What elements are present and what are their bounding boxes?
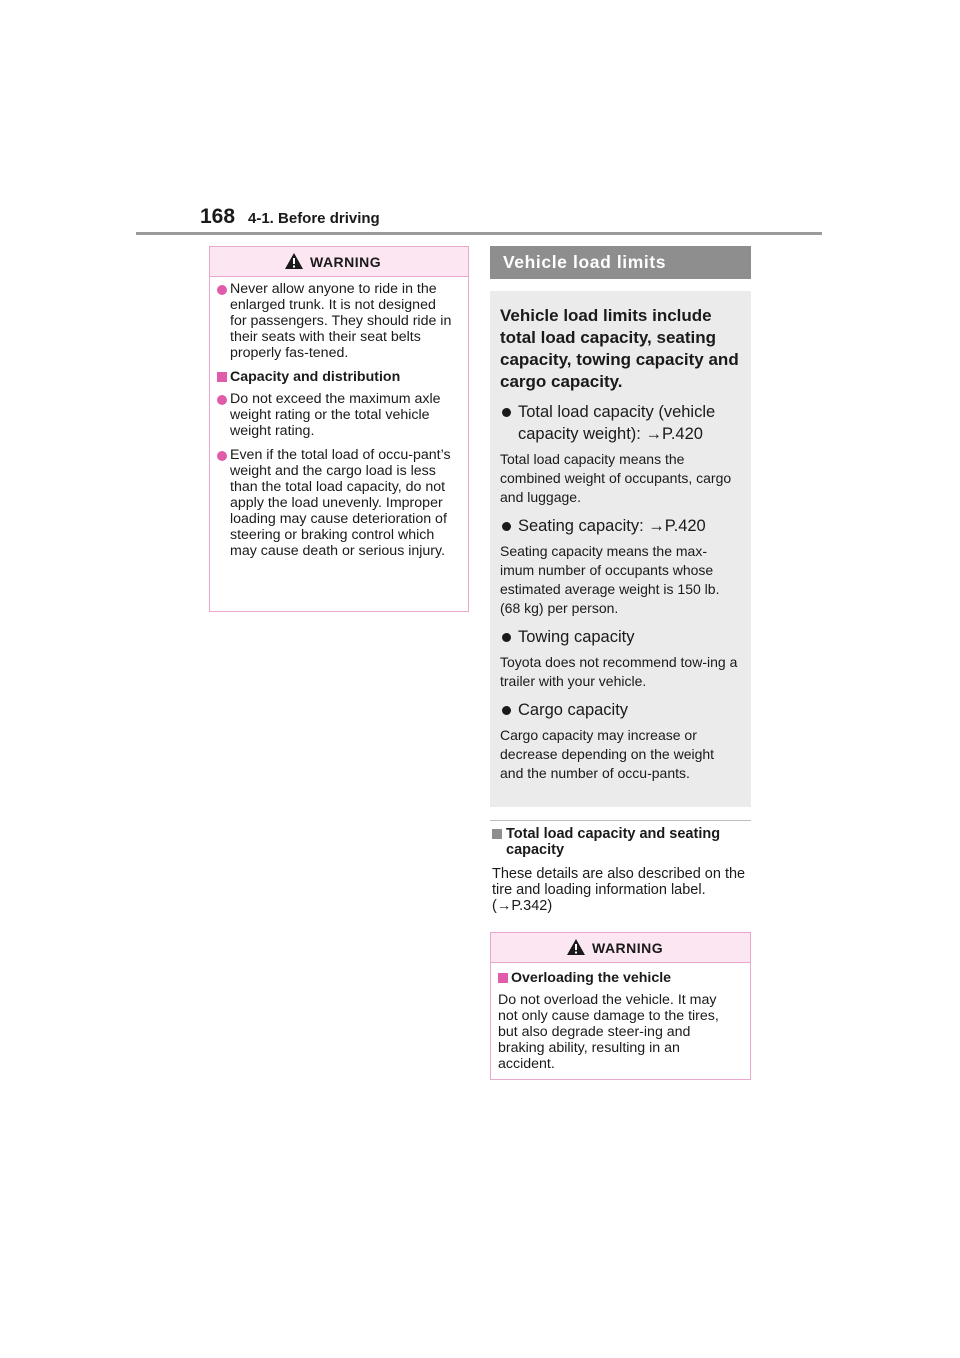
- list-item-head: [500, 401, 741, 445]
- bullet-dot-icon: [502, 706, 511, 715]
- square-bullet-icon: [217, 372, 227, 382]
- header-rule: [136, 232, 822, 235]
- page-number: 168: [200, 205, 236, 228]
- bullet-dot-icon: [217, 285, 227, 295]
- warning-subhead: [217, 369, 456, 385]
- warning-bullet: [217, 391, 456, 439]
- list-item-desc: Total load capacity means the combined weight of occupants, cargo and luggage.: [500, 451, 732, 505]
- warning-triangle-icon: [566, 938, 586, 956]
- item-head-text: Seating capacity: →P.420: [518, 517, 706, 535]
- bullet-text: Even if the total load of occu-pant’s weight and the cargo load is less than the total load capacity, do not apply the load unevenly. Improper loading may cause deterioration of steering or braking control which may cause death or serious injury.: [230, 447, 451, 559]
- warning-header: [210, 247, 468, 277]
- list-item-head: [500, 515, 741, 537]
- page-header: [200, 205, 760, 231]
- bullet-dot-icon: [502, 522, 511, 531]
- item-head-text: Towing capacity: [518, 628, 635, 646]
- warning-label: WARNING: [592, 940, 664, 956]
- bullet-dot-icon: [217, 451, 227, 461]
- subsection-text: These details are also described on the tire and loading information label. (→P.342): [492, 866, 746, 914]
- warning-text: Do not overload the vehicle. It may not only cause damage to the tires, but also degrade steer-ing and braking ability, resulting in an accident.: [498, 992, 719, 1072]
- vehicle-load-limits-panel: [490, 246, 751, 807]
- list-item-head: [500, 699, 741, 721]
- subsection-heading-text: Total load capacity and seating capacity: [506, 826, 721, 858]
- panel-intro: Vehicle load limits include total load capacity, seating capacity, towing capacity and cargo capacity.: [500, 306, 739, 391]
- warning-box-left: [209, 246, 469, 612]
- bullet-text: Never allow anyone to ride in the enlarged trunk. It is not designed for passengers. They should ride in their seats with their seat belts properly fas-tened.: [230, 281, 452, 361]
- list-item-desc: Seating capacity means the max-imum number of occupants whose estimated average weight is 150 lb. (68 kg) per person.: [500, 543, 720, 616]
- subhead-text: Overloading the vehicle: [511, 970, 672, 986]
- bullet-dot-icon: [502, 408, 511, 417]
- warning-label: WARNING: [310, 254, 382, 270]
- warning-box-right: [490, 932, 751, 1080]
- item-head-text: Total load capacity (vehicle capacity weight): →P.420: [518, 403, 716, 443]
- list-item-desc: Toyota does not recommend tow-ing a trailer with your vehicle.: [500, 654, 738, 689]
- warning-header: [491, 933, 750, 963]
- warning-bullet: [217, 447, 456, 559]
- list-item-desc: Cargo capacity may increase or decrease depending on the weight and the number of occu-pants.: [500, 727, 715, 781]
- bullet-dot-icon: [502, 633, 511, 642]
- bullet-text: Do not exceed the maximum axle weight rating or the total vehicle weight rating.: [230, 391, 441, 439]
- item-head-text: Cargo capacity: [518, 701, 629, 719]
- warning-bullet: [217, 281, 456, 361]
- square-bullet-icon: [492, 829, 502, 839]
- warning-subhead: [498, 970, 738, 986]
- square-bullet-icon: [498, 973, 508, 983]
- panel-body: [490, 291, 751, 807]
- list-item-head: [500, 626, 741, 648]
- subsection-heading: [492, 826, 752, 858]
- warning-body: [210, 277, 468, 559]
- subsection-rule: [490, 820, 751, 821]
- warning-triangle-icon: [284, 252, 304, 270]
- warning-body: [491, 963, 750, 1072]
- subhead-text: Capacity and distribution: [230, 369, 401, 385]
- bullet-dot-icon: [217, 395, 227, 405]
- panel-title: Vehicle load limits: [490, 246, 751, 279]
- section-title: 4-1. Before driving: [248, 210, 380, 227]
